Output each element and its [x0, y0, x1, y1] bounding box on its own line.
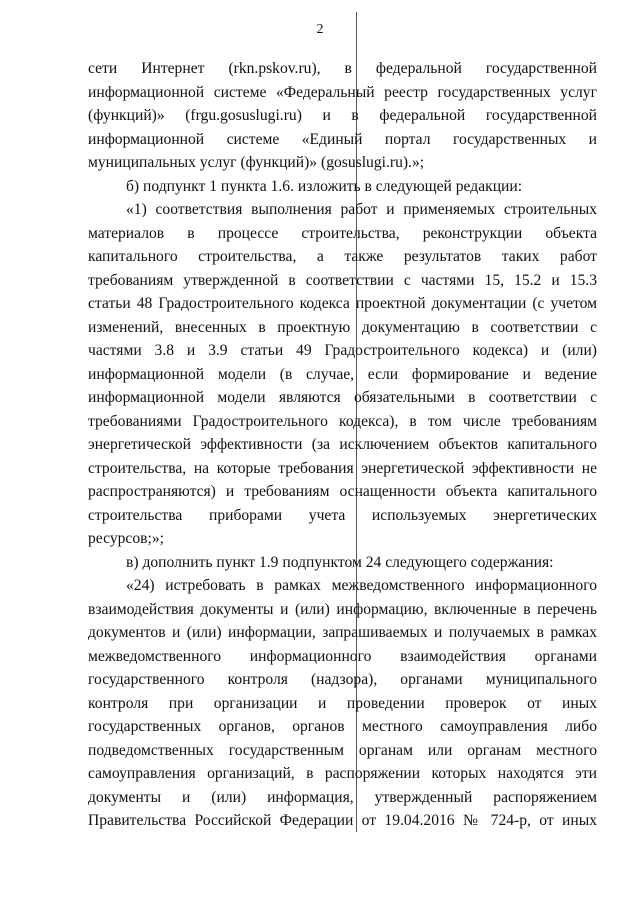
text-line: строительства приборами учета используемых энергетических [88, 506, 597, 524]
text-line: документов и (или) информации, запрашиваемых и получаемых в рамках [88, 624, 597, 641]
text-line: межведомственного информационного взаимодействия органами [88, 647, 597, 665]
text-line: «24) истребовать в рамках межведомственного информационного [126, 577, 597, 594]
text-line: требованиями Градостроительного кодекса), в том числе требованиям [88, 412, 597, 430]
text-line: государственных органов, органов местного самоуправления либо [88, 718, 597, 735]
text-line: муниципальных услуг (функций)» (gosuslugi.ru).»; [88, 154, 425, 171]
text-line: распространяются) и требованиям оснащенности объекта капитального [88, 483, 597, 500]
text-line: капитального строительства, а также результатов таких работ [88, 248, 597, 265]
text-line: ресурсов;»; [88, 530, 164, 547]
text-line: энергетической эффективности (за исключением объектов капитального [88, 436, 597, 453]
text-line: самоуправления организаций, в распоряжении которых находятся эти [88, 765, 597, 782]
text-line: информационной модели являются обязательными в соответствии с [88, 389, 597, 406]
text-line: статьи 48 Градостроительного кодекса проектной документации (с учетом [88, 295, 597, 312]
text-line: требованиям утвержденной в соответствии с частями 15, 15.2 и 15.3 [88, 271, 597, 289]
text-line: (функций)» (frgu.gosuslugi.ru) и в федеральной государственной [88, 107, 597, 124]
text-line: Правительства Российской Федерации от 19.04.2016 № 724-р, от иных [88, 812, 597, 829]
text-line: частями 3.8 и 3.9 статьи 49 Градостроительного кодекса) и (или) [88, 342, 597, 359]
text-line: б) подпункт 1 пункта 1.6. изложить в следующей редакции: [126, 177, 523, 195]
text-line: подведомственных государственным органам или органам местного [88, 741, 597, 759]
text-line: информационной системе «Единый портал государственных и [88, 130, 597, 148]
text-line: информационной модели (в случае, если формирование и ведение [88, 365, 597, 383]
text-line: государственного контроля (надзора), органами муниципального [88, 671, 597, 688]
text-line: документы и (или) информация, утвержденный распоряжением [88, 788, 597, 806]
text-line: взаимодействия документы и (или) информацию, включенные в перечень [88, 600, 597, 618]
text-line: строительства, на которые требования энергетической эффективности не [88, 459, 597, 477]
text-line: материалов в процессе строительства, реконструкции объекта [88, 224, 597, 242]
text-line: сети Интернет (rkn.pskov.ru), в федеральной государственной [88, 60, 597, 77]
page-number: 2 [316, 22, 324, 37]
text-line: информационной системе «Федеральный реестр государственных услуг [88, 83, 597, 101]
text-line: изменений, внесенных в проектную документацию в соответствии с [88, 318, 597, 336]
text-line: «1) соответствия выполнения работ и применяемых строительных [126, 201, 597, 218]
text-line: контроля при организации и проведении проверок от иных [88, 694, 597, 712]
document-body [88, 57, 597, 833]
text-line: в) дополнить пункт 1.9 подпунктом 24 следующего содержания: [126, 553, 554, 571]
